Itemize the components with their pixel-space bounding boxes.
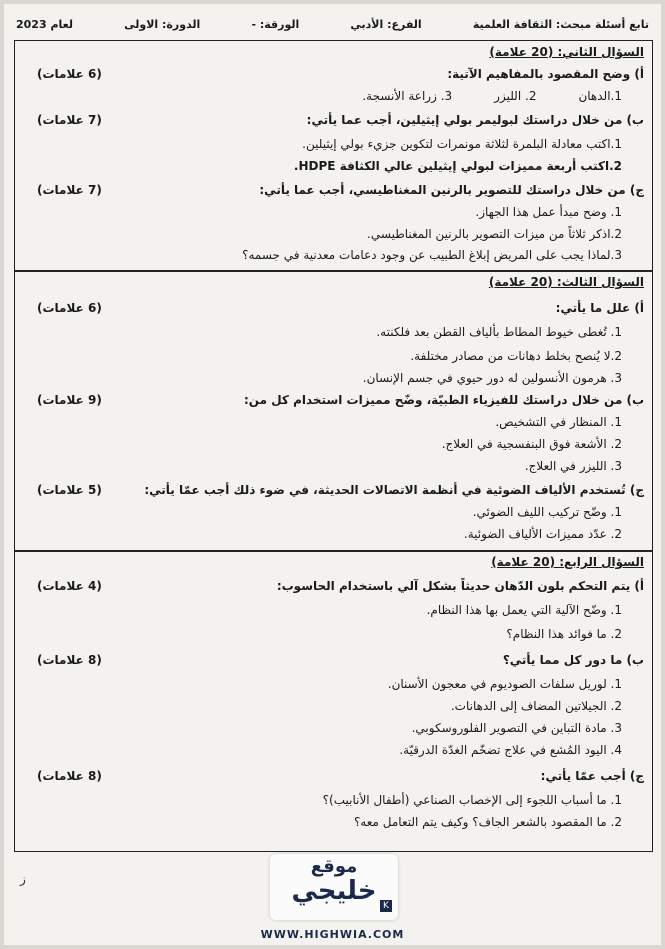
q3c-item-1-line xyxy=(23,505,644,525)
site-watermark-logo xyxy=(270,854,398,920)
q2b-item-1-line xyxy=(23,137,644,157)
watermark-main-text: خليجي xyxy=(291,876,377,906)
q3b-item-1-line xyxy=(23,415,644,435)
q3a-item-2: 2.لا يُنصح بخلط دهانات من مصادر مختلفة. xyxy=(410,349,622,363)
q3b-item-3: 3. الليزر في العلاج. xyxy=(524,459,622,473)
question-three-title: السؤال الثالث: (20 علامة) xyxy=(488,275,644,289)
q4c-item-1-line xyxy=(23,793,644,813)
q3c-line xyxy=(23,483,644,503)
q3a-item-3: 3. هرمون الأنسولين له دور حيوي في جسم الإنسان. xyxy=(362,371,622,385)
q3c-item-2-line xyxy=(23,527,644,547)
q3b-text: ب) من خلال دراستك للفيزياء الطبيّة، وضّح مميزات استخدام كل من: xyxy=(244,393,644,407)
q4b-item-4: 4. اليود المُشع في علاج تضخّم الغدّة الدرقيّة. xyxy=(399,743,622,757)
q2c-text: ج) من خلال دراستك للتصوير بالرنين المغناطيسي، أجب عما يأتي: xyxy=(259,183,644,197)
q4b-item-1: 1. لوريل سلفات الصوديوم في معجون الأسنان. xyxy=(387,677,622,691)
q3a-text: أ) علل ما يأتي: xyxy=(555,301,644,315)
q2a-marks: (6 علامات) xyxy=(37,67,102,81)
q2c-item-3: 3.لماذا يجب على المريض إبلاغ الطبيب عن وجود دعامات معدنية في جسمه؟ xyxy=(242,248,622,262)
q4c-text: ج) أجب عمّا يأتي: xyxy=(540,769,644,783)
q3b-item-2: 2. الأشعة فوق البنفسجية في العلاج. xyxy=(441,437,622,451)
q3a-item-1-line xyxy=(23,325,644,345)
watermark-url: WWW.HIGHWIA.COM xyxy=(260,928,405,941)
q2b-line xyxy=(23,113,644,133)
q4b-item-2: 2. الجيلاتين المضاف إلى الدهانات. xyxy=(450,699,622,713)
q3c-item-1: 1. وضّح تركيب الليف الضوئي. xyxy=(472,505,622,519)
q2c-item-1-line xyxy=(23,205,644,225)
q2a-text: أ) وضح المقصود بالمفاهيم الآتية: xyxy=(447,67,644,81)
q3c-text: ج) تُستخدم الألياف الضوئية في أنظمة الاتصالات الحديثة، في ضوء ذلك أجب عمّا يأتي: xyxy=(144,483,644,497)
q2b-item-1: 1.اكتب معادلة البلمرة لثلاثة مونمرات لتكوين جزيء بولي إيثيلين. xyxy=(302,137,622,151)
q3c-marks: (5 علامات) xyxy=(37,483,102,497)
q2a-item-2: 2. الليزر xyxy=(494,89,537,103)
q4c-item-2-line xyxy=(23,815,644,835)
q3b-marks: (9 علامات) xyxy=(37,393,102,407)
question-four-title: السؤال الرابع: (20 علامة) xyxy=(491,555,644,569)
q3a-marks: (6 علامات) xyxy=(37,301,102,315)
q4a-item-1: 1. وضّح الآلية التي يعمل بها هذا النظام. xyxy=(426,603,622,617)
q2a-items xyxy=(23,89,644,109)
corner-mark: ز xyxy=(20,872,26,886)
q4b-item-3: 3. مادة التباين في التصوير الفلوروسكوبي. xyxy=(411,721,622,735)
q4c-item-1: 1. ما أسباب اللجوء إلى الإخصاب الصناعي (أطفال الأنابيب)؟ xyxy=(322,793,622,807)
q4b-item-1-line xyxy=(23,677,644,697)
q4a-item-2: 2. ما فوائد هذا النظام؟ xyxy=(506,627,622,641)
q4b-marks: (8 علامات) xyxy=(37,653,102,667)
q3b-line xyxy=(23,393,644,413)
q2c-item-3-line xyxy=(23,248,644,268)
q3b-item-3-line xyxy=(23,459,644,479)
q2c-line xyxy=(23,183,644,203)
q4b-line xyxy=(23,653,644,673)
header-title: تابع أسئلة مبحث: الثقافة العلمية xyxy=(472,17,649,31)
q4a-marks: (4 علامات) xyxy=(37,579,102,593)
q4a-item-2-line xyxy=(23,627,644,647)
question-four-section xyxy=(14,550,653,852)
q3b-item-2-line xyxy=(23,437,644,457)
q2b-item-2: 2.اكتب أربعة مميزات لبولي إيثيلين عالي الكثافة HDPE. xyxy=(293,159,622,173)
q4a-text: أ) يتم التحكم بلون الدّهان حديثاً بشكل آلي باستخدام الحاسوب: xyxy=(276,579,644,593)
q4c-item-2: 2. ما المقصود بالشعر الجاف؟ وكيف يتم التعامل معه؟ xyxy=(353,815,622,829)
q3c-item-2: 2. عدّد مميزات الألياف الضوئية. xyxy=(463,527,622,541)
watermark-k-icon: K xyxy=(380,900,392,912)
q2c-item-2: 2.اذكر ثلاثاً من ميزات التصوير بالرنين المغناطيسي. xyxy=(367,227,622,241)
q4b-item-2-line xyxy=(23,699,644,719)
header-branch: الفرع: الأدبي xyxy=(350,17,422,31)
q2a-item-3: 3. زراعة الأنسجة. xyxy=(362,89,453,103)
header-year: لعام 2023 xyxy=(16,17,73,31)
q3a-item-2-line xyxy=(23,349,644,369)
q2a-line xyxy=(23,67,644,87)
q2b-item-2-line xyxy=(23,159,644,179)
header-session: الدورة: الاولى xyxy=(124,17,201,31)
q2c-item-1: 1. وضح مبدأ عمل هذا الجهاز. xyxy=(475,205,622,219)
q4a-line xyxy=(23,579,644,599)
q2b-marks: (7 علامات) xyxy=(37,113,102,127)
question-two-title: السؤال الثاني: (20 علامة) xyxy=(489,45,644,59)
q4b-text: ب) ما دور كل مما يأتي؟ xyxy=(502,653,644,667)
header-paper: الورقة: - xyxy=(251,17,300,31)
q4a-item-1-line xyxy=(23,603,644,623)
question-two-section xyxy=(14,40,653,272)
q4c-line xyxy=(23,769,644,789)
q2b-text: ب) من خلال دراستك لبوليمر بولي إيثيلين، أجب عما يأتي: xyxy=(306,113,644,127)
exam-header xyxy=(12,14,653,34)
q4b-item-4-line xyxy=(23,743,644,763)
q3a-line xyxy=(23,301,644,321)
exam-paper xyxy=(4,4,661,945)
q3b-item-1: 1. المنظار في التشخيص. xyxy=(495,415,622,429)
q2c-item-2-line xyxy=(23,227,644,247)
question-three-section xyxy=(14,270,653,552)
q3a-item-1: 1. تُغطى خيوط المطاط بألياف القطن بعد فلكنته. xyxy=(376,325,622,339)
q4b-item-3-line xyxy=(23,721,644,741)
watermark-top-text: موقع xyxy=(310,856,358,877)
q2a-item-1: 1.الدهان xyxy=(578,89,622,103)
q3a-item-3-line xyxy=(23,371,644,391)
q2c-marks: (7 علامات) xyxy=(37,183,102,197)
q4c-marks: (8 علامات) xyxy=(37,769,102,783)
